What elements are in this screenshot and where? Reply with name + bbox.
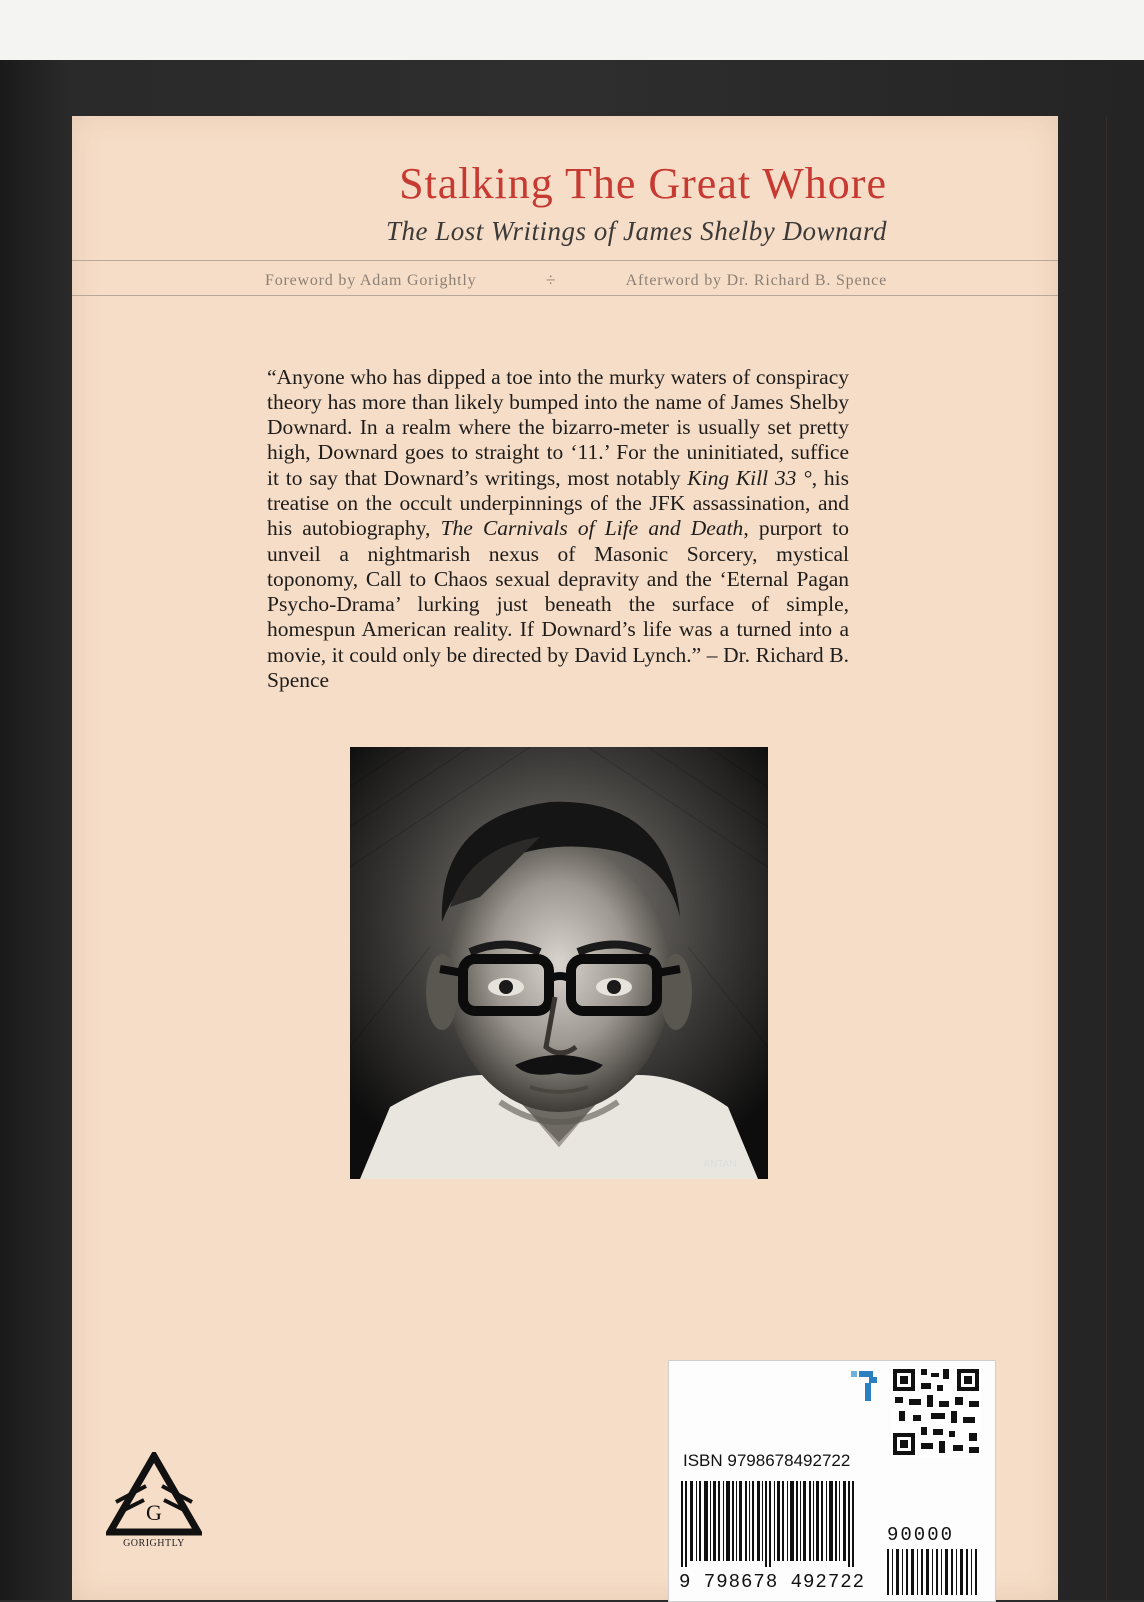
- isbn-digits: 9 798678 492722: [679, 1571, 866, 1593]
- qr-code-icon: [891, 1367, 981, 1457]
- isbn-label: ISBN 9798678492722: [683, 1451, 851, 1470]
- blurb-title-king-kill: King Kill 33 °: [687, 465, 812, 490]
- isbn-barcode-bars: [681, 1481, 854, 1567]
- cover-fold-line: [1106, 116, 1107, 1600]
- afterword-credit: Afterword by Dr. Richard B. Spence: [625, 271, 887, 289]
- blurb-quote: [267, 365, 849, 694]
- divider-top: [72, 260, 1058, 261]
- publisher-logo: [106, 1452, 202, 1562]
- blurb-text-2: , his treatise on the occult underpinnings of the JFK assassination, and his autobiography,: [267, 465, 849, 541]
- barcode-graphics: [669, 1361, 995, 1601]
- book-subtitle: The Lost Writings of James Shelby Downard: [385, 216, 887, 246]
- credits-line: [265, 270, 887, 291]
- price-addon-bars: [887, 1549, 977, 1595]
- pyramid-logo-icon: [106, 1452, 202, 1538]
- artist-signature: ANTAN: [703, 1159, 737, 1170]
- blurb-title-carnivals: The Carnivals of Life and Death: [440, 516, 744, 541]
- isbn-barcode-label: [668, 1360, 996, 1602]
- author-portrait: [350, 747, 768, 1179]
- publisher-name: GORIGHTLY: [123, 1538, 185, 1549]
- book-back-cover: [72, 116, 1058, 1600]
- book-title: Stalking The Great Whore: [399, 159, 887, 208]
- price-code: 90000: [887, 1524, 955, 1546]
- portrait-illustration: [350, 747, 768, 1179]
- logo-letter: G: [146, 1500, 162, 1525]
- blurb-text-3: , purport to unveil a nightmarish nexus of Masonic Sorcery, mystical toponomy, Call to Chaos sexual depravity and the ‘Eternal Pagan Psycho-Drama’ lurking just beneath the surface of simple, homespun American reality. If Downard’s life was a turned into a movie, it could only be directed by David Lynch.” – Dr. Richard B. Spence: [267, 516, 849, 693]
- foreword-credit: Foreword by Adam Gorightly: [265, 271, 477, 289]
- distributor-mark-icon: [851, 1371, 877, 1401]
- divider-bottom: [72, 295, 1058, 296]
- scanner-edge: [0, 0, 1144, 60]
- divide-sign-icon: ÷: [545, 270, 557, 290]
- blurb-text-1: “Anyone who has dipped a toe into the murky waters of conspiracy theory has more than likely bumped into the name of James Shelby Downard. In a realm where the bizarro-meter is usually set pretty high, Downard goes to straight to ‘11.’ For the uninitiated, suffice it to say that Downard’s writings, most notably: [267, 364, 849, 490]
